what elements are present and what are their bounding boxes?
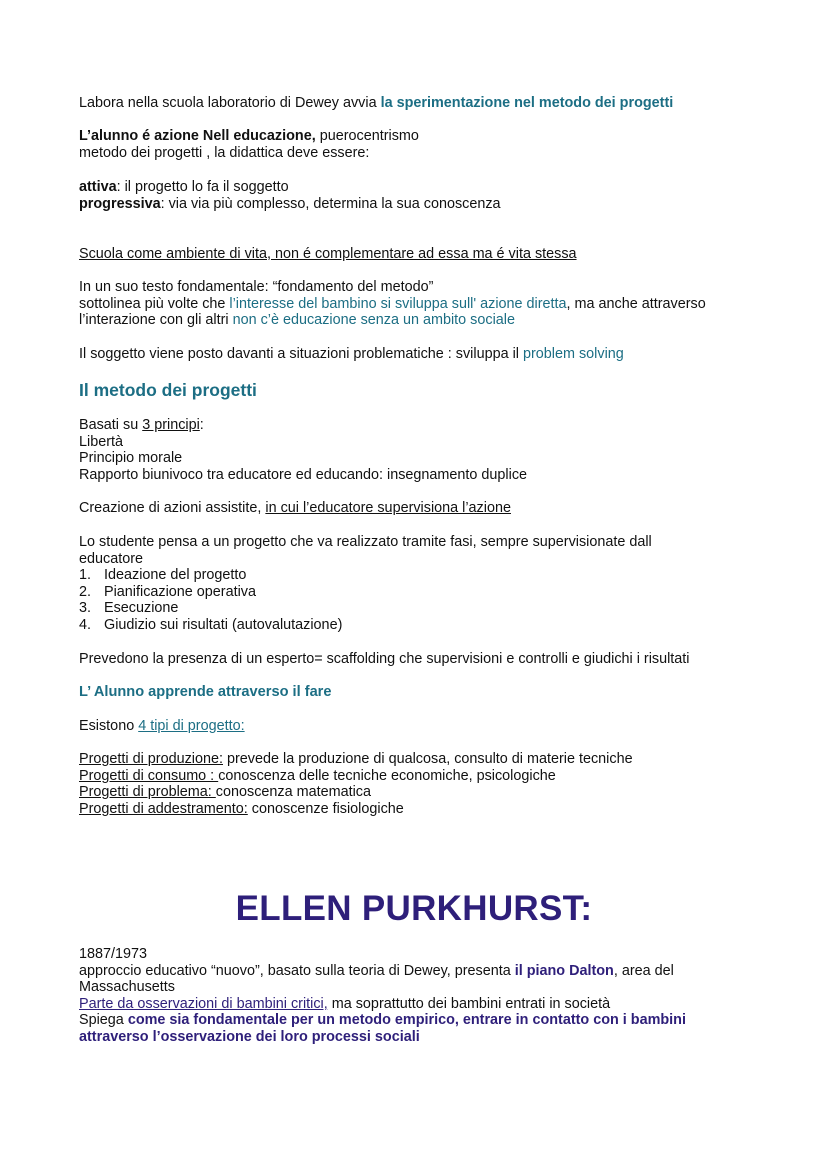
soggetto-text: Il soggetto viene posto davanti a situazioni problematiche : sviluppa il (79, 346, 523, 362)
list-item (79, 584, 699, 601)
step-label: Esecuzione (104, 600, 179, 617)
didattica-paragraph (79, 179, 759, 212)
progetto-text: prevede la produzione di qualcosa, consulto di materie tecniche (223, 751, 633, 767)
testo-line3-a: l’interazione con gli altri (79, 312, 233, 329)
principio-item: Principio morale (79, 450, 183, 467)
progetto-item (79, 751, 759, 768)
scuola-statement: Scuola come ambiente di vita, non é complementare ad essa ma é vita stessa (79, 246, 577, 262)
principio-item: Rapporto biunivoco tra educatore ed educando: insegnamento duplice (79, 466, 528, 483)
progressiva-label: progressiva (79, 195, 161, 212)
steps-list (79, 567, 699, 633)
testo-line2-b: , ma anche attraverso (566, 295, 706, 312)
ellen-line3 (79, 1012, 739, 1045)
intro-line (79, 95, 759, 112)
testo-paragraph (79, 279, 769, 329)
ellen-line3-bold: come sia fondamentale per un metodo empirico, entrare in contatto con i bambini attraverso l’osservazione dei loro processi sociali (79, 1012, 686, 1045)
soggetto-teal: problem solving (522, 346, 624, 362)
alunno-bold: L’alunno é azione Nell educazione, (79, 128, 316, 144)
creazione-text: Creazione di azioni assistite, (79, 500, 266, 516)
progetto-text: conoscenza matematica (215, 784, 371, 801)
step-number: 4. (79, 616, 92, 633)
progetti-list (79, 751, 759, 817)
step-number: 1. (79, 567, 92, 584)
progetto-label: Progetti di problema: (79, 784, 216, 801)
soggetto-line (79, 346, 759, 363)
step-label: Giudizio sui risultati (autovalutazione) (104, 616, 343, 633)
studente-text: Lo studente pensa a un progetto che va realizzato tramite fasi, sempre supervisionate dall educatore (79, 534, 652, 567)
alunno-paragraph (79, 128, 759, 161)
progetto-text: conoscenza delle tecniche economiche, psicologiche (218, 767, 556, 784)
step-label: Ideazione del progetto (104, 567, 247, 584)
ellen-dalton: il piano Dalton (514, 962, 614, 979)
ellen-years: 1887/1973 (79, 946, 148, 962)
studente-block (79, 534, 699, 634)
progetto-item (79, 801, 759, 818)
intro-highlight: la sperimentazione nel metodo dei progetti (380, 95, 674, 111)
heading-metodo: Il metodo dei progetti (79, 380, 257, 400)
tipi-prefix: Esistono (79, 718, 139, 734)
testo-line3-teal: non c’è educazione senza un ambito sociale (232, 312, 515, 329)
heading-fare: L’ Alunno apprende attraverso il fare (79, 684, 332, 700)
ellen-line1 (79, 963, 739, 996)
ellen-line2 (79, 996, 739, 1013)
testo-line2-teal: l’interesse del bambino si sviluppa sull' azione diretta (229, 295, 567, 312)
principi-block (79, 417, 759, 483)
tipi-line (79, 718, 759, 735)
alunno-line2: metodo dei progetti , la didattica deve essere: (79, 144, 370, 161)
intro-text: Labora nella scuola laboratorio di Dewey avvia (79, 95, 381, 111)
attiva-label: attiva (79, 179, 117, 195)
step-number: 2. (79, 583, 92, 600)
list-item (79, 600, 699, 617)
ellen-line2-rest: ma soprattutto dei bambini entrati in società (327, 995, 611, 1012)
progetto-item (79, 784, 759, 801)
creazione-underlined: in cui l’educatore supervisiona l’azione (265, 500, 511, 516)
principi-suffix: : (199, 417, 204, 433)
principio-item: Libertà (79, 433, 124, 450)
principi-link: 3 principi (142, 417, 200, 433)
ellen-line3-a: Spiega (79, 1012, 128, 1029)
ellen-link: Parte da osservazioni di bambini critici, (79, 995, 328, 1012)
principi-prefix: Basati su (79, 417, 143, 433)
heading-ellen: ELLEN PURKHURST: (235, 889, 593, 928)
progetto-label: Progetti di consumo : (79, 767, 219, 784)
ellen-line1-b: , area del Massachusetts (79, 962, 674, 996)
list-item (79, 567, 699, 584)
progetto-text: conoscenze fisiologiche (247, 800, 404, 817)
ellen-block (79, 946, 739, 1046)
progressiva-text: : via via più complesso, determina la sua conoscenza (160, 195, 501, 212)
progetto-label: Progetti di produzione: (79, 751, 223, 767)
step-number: 3. (79, 600, 92, 617)
esperto-line: Prevedono la presenza di un esperto= scaffolding che supervisioni e controlli e giudichi i risultati (79, 651, 690, 667)
testo-line2-a: sottolinea più volte che (79, 295, 230, 312)
testo-line1: In un suo testo fondamentale: “fondamento del metodo” (79, 279, 434, 295)
creazione-line (79, 500, 759, 517)
ellen-line1-a: approccio educativo “nuovo”, basato sulla teoria di Dewey, presenta (79, 962, 515, 979)
attiva-text: : il progetto lo fa il soggetto (116, 179, 289, 195)
progetto-item (79, 768, 759, 785)
step-label: Pianificazione operativa (104, 583, 256, 600)
alunno-rest: puerocentrismo (315, 128, 419, 144)
principi-intro (79, 417, 759, 434)
tipi-link: 4 tipi di progetto: (138, 718, 245, 734)
progetto-label: Progetti di addestramento: (79, 800, 248, 817)
list-item (79, 617, 699, 634)
